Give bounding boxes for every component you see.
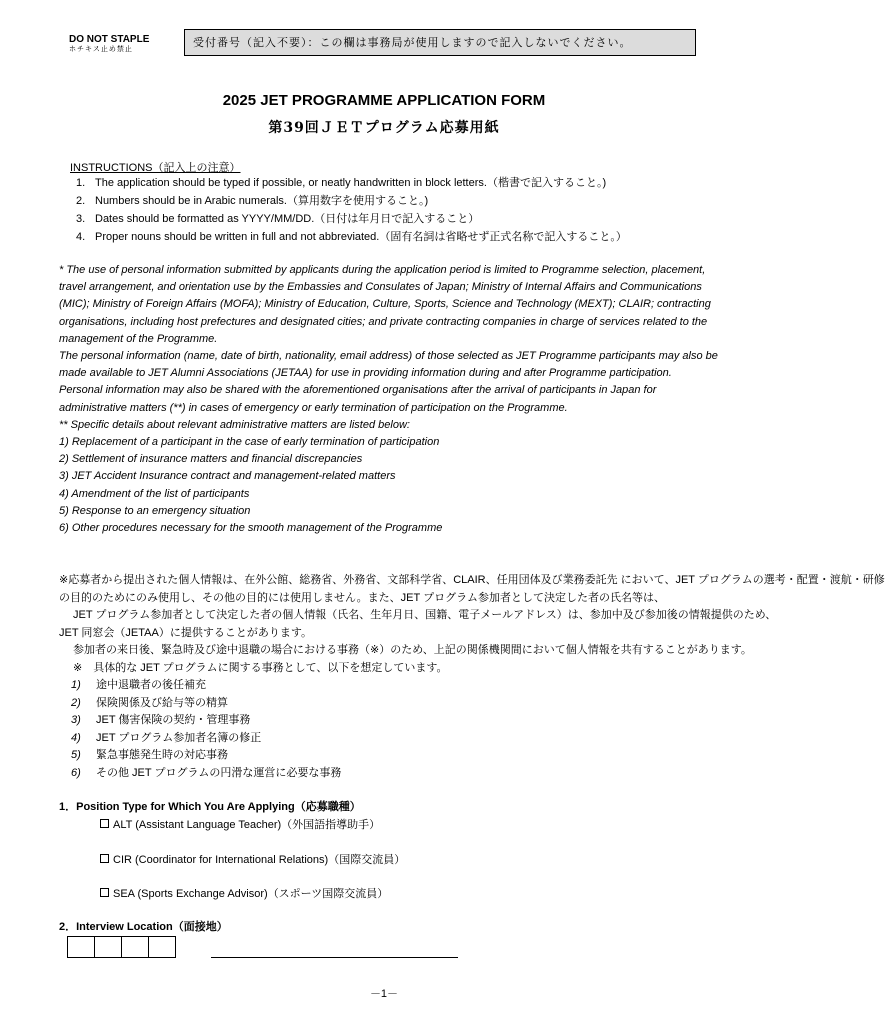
form-title-en: 2025 JET PROGRAMME APPLICATION FORM (222, 92, 546, 109)
privacy-ja-item: 5) 緊急事態発生時の対応事務 (71, 749, 228, 761)
privacy-ja-item: 2) 保険関係及び給与等の精算 (71, 696, 228, 709)
privacy-paragraph: The personal information (name, date of birth, nationality, email address) of those selected as JET Programme participants may also be made available to JET Alumni Associations (JETAA) for use in providing information during and after Programme participation. (59, 350, 718, 380)
instruction-item: 3. Dates should be formatted as YYYY/MM/DD.（日付は年月日で記入すること） (76, 213, 480, 225)
privacy-list-item: 3) JET Accident Insurance contract and management-related matters (59, 470, 396, 483)
office-use-box: 受付番号（記入不要）：この欄は事務局が使用しますので記入しないでください。 (184, 29, 696, 56)
section-position-type-title: 1．Position Type for Which You Are Applying（応募職種） (59, 801, 361, 813)
privacy-ja-item: 4) JET プログラム参加者名簿の修正 (71, 731, 262, 744)
checkbox-alt[interactable] (100, 819, 109, 828)
interview-location-code-boxes (68, 936, 176, 958)
privacy-ja-item: 6) その他 JET プログラムの円滑な運営に必要な事務 (71, 766, 342, 779)
page-number: －1－ (369, 988, 399, 1000)
privacy-ja-item: 1) 途中退職者の後任補充 (71, 679, 206, 691)
privacy-ja-line: ※応募者から提出された個人情報は、在外公館、総務省、外務省、文部科学省、CLAIR、任用団体及び業務委託先 において、JET プログラムの選考・配置・渡航・研修 (59, 574, 885, 586)
privacy-list-item: 4) Amendment of the list of participants (59, 487, 250, 500)
do-not-staple-note (69, 34, 149, 54)
privacy-list-item: 1) Replacement of a participant in the case of early termination of participation (59, 436, 440, 449)
privacy-notice-ja (59, 572, 885, 782)
privacy-paragraph: ** Specific details about relevant administrative matters are listed below: (59, 418, 410, 431)
checkbox-cir[interactable] (100, 854, 109, 863)
instruction-item: 1. The application should be typed if possible, or neatly handwritten in block letters.（楷書で記入すること。) (76, 177, 607, 189)
location-code-cell[interactable] (67, 936, 95, 958)
privacy-ja-line: JET 同窓会（JETAA）に提供することがあります。 (59, 626, 312, 639)
interview-location-name-line[interactable] (211, 957, 458, 958)
option-alt[interactable] (100, 816, 380, 832)
form-title-ja: 第39回ＪＥＴプログラム応募用紙 (268, 120, 500, 136)
location-code-cell[interactable] (94, 936, 122, 958)
privacy-ja-line: の目的のためにのみ使用し、その他の目的には使用しません。また、JET プログラム参加者として決定した者の氏名等は、 (59, 591, 665, 604)
option-sea[interactable] (100, 885, 388, 901)
do-not-staple-en: DO NOT STAPLE (69, 34, 150, 45)
option-cir[interactable] (100, 851, 405, 867)
privacy-paragraph: * The use of personal information submitted by applicants during the application period is limited to Programme selection, placement, travel arrangement, and orientation use by the Embassies and Consulates of Japan; Ministry of Internal Affairs and Communications (MIC); Ministry of Foreign Affairs (MOFA); Ministry of Education, Culture, Sports, Science and Technology (MEXT); CLAIR; contracting organisations, including host prefectures and designated cities; and private contracting companies in charge of services related to the management of the Programme. (59, 264, 711, 345)
option-alt-label: ALT (Assistant Language Teacher)（外国語指導助手） (113, 819, 381, 831)
do-not-staple-ja: ホチキス止め禁止 (69, 46, 133, 53)
option-sea-label: SEA (Sports Exchange Advisor)（スポーツ国際交流員） (113, 888, 389, 900)
instructions-heading: INSTRUCTIONS（記入上の注意） (70, 162, 241, 174)
section-interview-location-title: 2．Interview Location（面接地） (59, 921, 228, 933)
privacy-ja-list (59, 677, 719, 782)
privacy-list-item: 2) Settlement of insurance matters and financial discrepancies (59, 453, 363, 466)
privacy-ja-line: 参加者の来日後、緊急時及び途中退職の場合における事務（※）のため、上記の関係機関間において個人情報を共有することがあります。 (73, 644, 752, 656)
privacy-ja-item: 3) JET 傷害保険の契約・管理事務 (71, 714, 251, 726)
privacy-paragraph: Personal information may also be shared with the aforementioned organisations after the arrival of participants in Japan for administrative matters (**) in cases of emergency or early termination of participation on the Programme. (59, 384, 657, 414)
option-cir-label: CIR (Coordinator for International Relations)（国際交流員） (113, 854, 406, 866)
privacy-list-item: 6) Other procedures necessary for the smooth management of the Programme (59, 522, 443, 535)
privacy-notice-en (59, 262, 719, 537)
location-code-cell[interactable] (148, 936, 176, 958)
instruction-item: 2. Numbers should be in Arabic numerals.（算用数字を使用すること。) (76, 195, 429, 207)
instructions-list (76, 175, 627, 247)
privacy-ja-line: JET プログラム参加者として決定した者の個人情報（氏名、生年月日、国籍、電子メールアドレス）は、参加中及び参加後の情報提供のため、 (73, 609, 777, 621)
instruction-item: 4. Proper nouns should be written in full and not abbreviated.（固有名詞は省略せず正式名称で記入すること。） (76, 231, 627, 243)
location-code-cell[interactable] (121, 936, 149, 958)
checkbox-sea[interactable] (100, 888, 109, 897)
privacy-ja-line: ※ 具体的な JET プログラムに関する事務として、以下を想定しています。 (73, 661, 448, 674)
privacy-list-item: 5) Response to an emergency situation (59, 504, 251, 517)
